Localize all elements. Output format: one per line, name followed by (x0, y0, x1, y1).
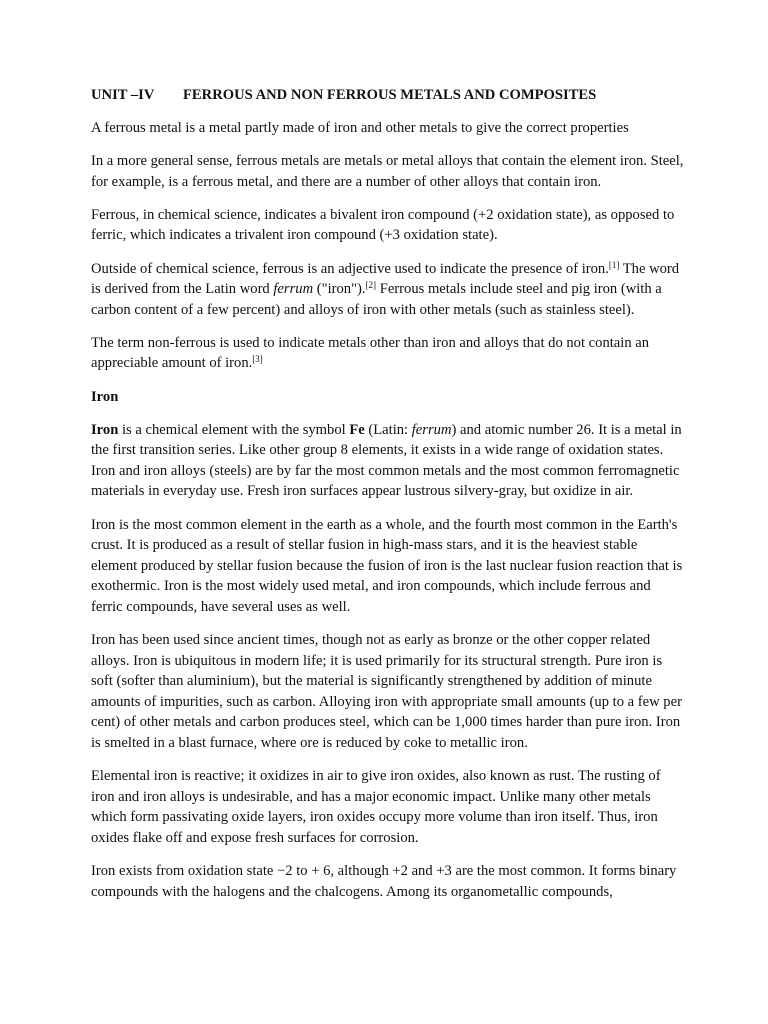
citation-1[interactable]: [1] (608, 259, 620, 270)
iron-paragraph-4: Elemental iron is reactive; it oxidizes in air to give iron oxides, also known as rust. The rusting of iron and iron alloys is undesirable, and has a major economic impact. Unlike many other metals which form passivating oxide layers, iron oxides occupy more volume than iron itself. Thus, iron oxides flake off and expose fresh surfaces for corrosion. (91, 768, 661, 846)
paragraph-text: is a chemical element with the symbol (118, 421, 350, 438)
unit-title: FERROUS AND NON FERROUS METALS AND COMPOSITES (183, 87, 597, 103)
iron-paragraph-1 (91, 420, 684, 502)
iron-paragraph-3: Iron has been used since ancient times, though not as early as bronze or the other copper related alloys. Iron is ubiquitous in modern life; it is used primarily for its structural strength. Pure iron is soft (softer than aluminium), but the material is significantly strengthened by addition of minute amounts of impurities, such as carbon. Alloying iron with appropriate small amounts (up to a few per cent) of other metals and carbon produces steel, which can be 1,000 times harder than pure iron. Iron is smelted in a blast furnace, where ore is reduced by coke to metallic iron. (91, 631, 682, 751)
paragraph-text: ) and atomic number 26. It is a metal in the first transition series. Like other group 8 elements, it exists in a wide range of oxidation states. Iron and iron alloys (steels) are by far the most common metals and the most common ferromagnetic materials in everyday use. Fresh iron surfaces appear lustrous silvery-gray, but oxidize in air. (91, 421, 682, 500)
citation-3[interactable]: [3] (252, 354, 263, 365)
intro-paragraph-3: Ferrous, in chemical science, indicates a bivalent iron compound (+2 oxidation state), as opposed to ferric, which indicates a trivalent iron compound (+3 oxidation state). (91, 206, 675, 244)
paragraph-text: (Latin: (364, 421, 412, 438)
citation-2[interactable]: [2] (365, 280, 377, 291)
intro-paragraph-5 (91, 333, 684, 374)
unit-number: UNIT –IV (91, 87, 155, 103)
iron-section-title: Iron (91, 388, 119, 405)
element-symbol: Fe (349, 421, 365, 438)
paragraph-text: Ferrous metals include steel and pig iron (with a carbon content of a few percent) and alloys of iron with other metals (such as stainless steel). (91, 281, 662, 318)
paragraph-text: The word is derived from the Latin word (91, 260, 680, 298)
iron-paragraph-2: Iron is the most common element in the earth as a whole, and the fourth most common in the Earth's crust. It is produced as a result of stellar fusion in high-mass stars, and it is the heaviest stable element produced by stellar fusion because the fusion of iron is the last nuclear fusion reaction that is exothermic. Iron is the most widely used metal, and iron compounds, which include ferrous and ferric compounds, have several uses as well. (91, 516, 683, 615)
unit-heading (91, 85, 684, 106)
latin-term: ferrum (273, 281, 314, 298)
intro-paragraph-4 (91, 259, 684, 321)
intro-paragraph-2: In a more general sense, ferrous metals are metals or metal alloys that contain the element iron. Steel, for example, is a ferrous metal, and there are a number of other alloys that contain iron. (91, 153, 684, 190)
intro-paragraph-1: A ferrous metal is a metal partly made of iron and other metals to give the correct properties (91, 120, 629, 137)
paragraph-text: Outside of chemical science, ferrous is an adjective used to indicate the presence of iron. (91, 260, 609, 277)
paragraph-text: ("iron"). (313, 281, 366, 298)
iron-paragraph-5: Iron exists from oxidation state −2 to + 6, although +2 and +3 are the most common. It forms binary compounds with the halogens and the chalcogens. Among its organometallic compounds, (91, 862, 677, 900)
latin-term: ferrum (411, 421, 452, 438)
iron-term: Iron (91, 421, 119, 438)
paragraph-text: The term non-ferrous is used to indicate metals other than iron and alloys that do not contain an appreciable amount of iron. (91, 334, 650, 372)
